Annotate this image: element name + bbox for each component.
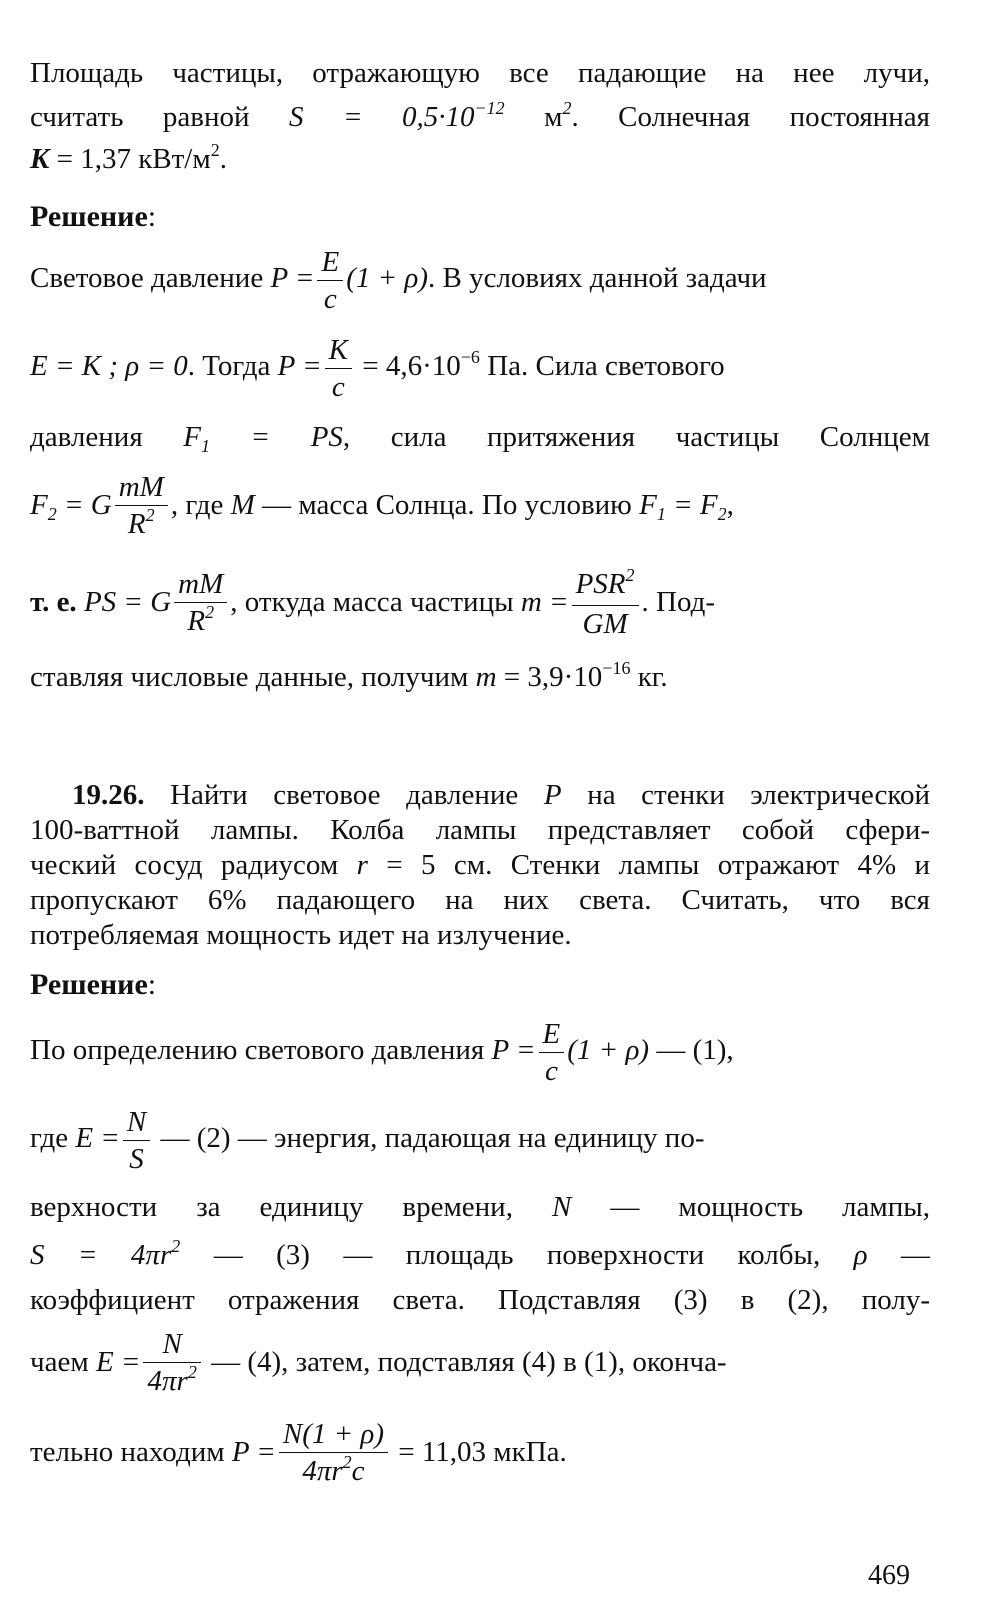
numerator: E bbox=[542, 1017, 561, 1050]
text: , откуда масса частицы bbox=[230, 586, 514, 618]
problem-line-4 bbox=[30, 883, 930, 917]
unit: м bbox=[504, 101, 563, 133]
text: ческий сосуд радиусом bbox=[30, 849, 339, 881]
text: т. е. bbox=[30, 586, 77, 618]
formula: (1 + ρ) bbox=[346, 262, 428, 294]
text: ставляя числовые данные, получим bbox=[30, 661, 469, 693]
text: , bbox=[726, 489, 734, 521]
text: — (2) — энергия, падающая на единицу по- bbox=[153, 1122, 705, 1154]
sol2-line-5 bbox=[30, 1283, 930, 1317]
sol2-line-2 bbox=[30, 1098, 930, 1178]
sol1-line-2 bbox=[30, 326, 930, 406]
value: = 3,9·10 bbox=[496, 661, 603, 693]
denominator: c bbox=[539, 1052, 565, 1089]
formula: E = bbox=[95, 1346, 141, 1378]
text: — bbox=[901, 1239, 931, 1271]
formula: P = bbox=[231, 1436, 276, 1468]
exponent: 2 bbox=[171, 1236, 181, 1256]
numerator: mM bbox=[118, 471, 164, 504]
formula: m bbox=[475, 661, 497, 693]
value: = 4,6·10 bbox=[355, 350, 461, 382]
sol2-line-7 bbox=[30, 1412, 930, 1492]
problem-line-1 bbox=[72, 778, 930, 812]
numerator: N(1 + ρ) bbox=[282, 1418, 385, 1451]
sol1-line-6 bbox=[30, 660, 930, 697]
formula: = G bbox=[56, 489, 112, 521]
text: Световое давление bbox=[30, 262, 264, 294]
formula: P = bbox=[491, 1034, 536, 1066]
text: — (4), затем, подставляя (4) в (1), оконча- bbox=[203, 1346, 727, 1378]
text: : bbox=[147, 968, 157, 1001]
exponent: 2 bbox=[205, 602, 215, 623]
sol2-line-3 bbox=[30, 1190, 930, 1224]
formula: M bbox=[230, 489, 255, 521]
denominator bbox=[279, 1452, 388, 1492]
formula: E = bbox=[75, 1122, 120, 1154]
formula: F bbox=[30, 489, 48, 521]
formula: (1 + ρ) bbox=[567, 1034, 650, 1066]
problem-line-5 bbox=[30, 918, 930, 952]
formula: P = bbox=[270, 262, 315, 294]
value: = 1,37 кВт/м bbox=[49, 143, 211, 175]
formula: F bbox=[183, 421, 201, 453]
exponent: −12 bbox=[474, 98, 505, 118]
text: 100-ваттной лампы. Колба лампы представляет собой сфери- bbox=[30, 814, 930, 846]
exponent: −16 bbox=[602, 658, 631, 678]
formula: = PS bbox=[209, 421, 343, 453]
text: Решение bbox=[30, 200, 148, 233]
numerator: N bbox=[126, 1105, 147, 1138]
den-text: R bbox=[187, 605, 206, 638]
text: коэффициент отражения света. Подставляя (3) в (2), полу- bbox=[30, 1284, 930, 1316]
subscript: 2 bbox=[717, 504, 727, 524]
text: потребляемая мощность идет на излучение. bbox=[30, 919, 572, 951]
subscript: 2 bbox=[47, 504, 57, 524]
text: Па. Сила светового bbox=[479, 350, 725, 382]
formula-area bbox=[30, 489, 112, 524]
fraction bbox=[115, 469, 168, 545]
exponent: 2 bbox=[187, 1362, 197, 1383]
problem-line-3 bbox=[30, 848, 930, 882]
text: . Под- bbox=[641, 586, 716, 618]
text: чаем bbox=[30, 1346, 89, 1378]
numerator: E bbox=[321, 245, 340, 278]
fraction bbox=[279, 1416, 388, 1492]
text: Найти световое давление bbox=[170, 779, 519, 811]
intro-line-3 bbox=[30, 142, 930, 179]
sol2-line-6 bbox=[30, 1322, 930, 1402]
denominator: c bbox=[317, 280, 343, 317]
value: = 5 см bbox=[367, 849, 486, 881]
sol2-line-1 bbox=[30, 1010, 930, 1090]
formula-area bbox=[30, 1236, 181, 1271]
formula: N bbox=[551, 1191, 572, 1223]
text: , сила притяжения частицы Солнцем bbox=[342, 421, 930, 453]
text: Решение bbox=[30, 968, 148, 1001]
formula: ρ bbox=[853, 1239, 868, 1271]
formula: P bbox=[543, 779, 562, 811]
sol1-line-3 bbox=[30, 420, 930, 457]
text: . В условиях данной задачи bbox=[428, 262, 767, 294]
text: тельно находим bbox=[30, 1436, 225, 1468]
formula: PS = G bbox=[83, 586, 172, 618]
denominator: S bbox=[123, 1140, 150, 1177]
denominator bbox=[143, 1362, 200, 1402]
denominator bbox=[174, 602, 227, 642]
sol1-line-1 bbox=[30, 238, 930, 318]
exponent: 2 bbox=[342, 1452, 352, 1473]
text: : bbox=[147, 200, 157, 233]
formula: = F bbox=[665, 489, 718, 521]
formula-area bbox=[288, 98, 572, 133]
fraction bbox=[317, 244, 343, 317]
intro-line-2 bbox=[30, 100, 930, 137]
den-text: 4πr bbox=[302, 1455, 343, 1488]
page-number: 469 bbox=[868, 1560, 910, 1591]
numerator bbox=[572, 566, 639, 605]
var: K bbox=[30, 143, 50, 175]
denominator bbox=[115, 505, 168, 545]
fraction bbox=[174, 566, 227, 642]
text: давления bbox=[30, 421, 143, 453]
den-text: c bbox=[351, 1455, 365, 1488]
exponent: −6 bbox=[460, 347, 480, 367]
sol1-line-4 bbox=[30, 465, 930, 545]
numerator: mM bbox=[178, 568, 224, 601]
text: — мощность лампы, bbox=[610, 1191, 931, 1223]
text: . bbox=[219, 143, 227, 175]
problem-number: 19.26. bbox=[72, 779, 145, 811]
text: на стенки электрической bbox=[587, 779, 931, 811]
denominator: GM bbox=[572, 605, 639, 642]
formula: S = 4πr bbox=[30, 1239, 172, 1271]
formula-area bbox=[183, 421, 343, 456]
text: пропускают 6% падающего на них света. Считать, что вся bbox=[30, 884, 930, 916]
text: — (3) — площадь поверхности колбы, bbox=[213, 1239, 821, 1271]
intro-line-1 bbox=[30, 56, 930, 90]
text: считать равной bbox=[30, 101, 250, 133]
formula: E = K ; ρ = 0 bbox=[30, 350, 188, 382]
solution-heading-1 bbox=[30, 200, 156, 234]
text: . Солнечная постоянная bbox=[571, 101, 931, 133]
fraction bbox=[572, 566, 639, 642]
fraction bbox=[539, 1016, 565, 1089]
text: Площадь частицы, отражающую все падающие на нее лучи, bbox=[30, 57, 930, 89]
numerator: N bbox=[162, 1328, 182, 1361]
exponent: 2 bbox=[145, 505, 155, 526]
fraction bbox=[325, 332, 352, 405]
formula-area bbox=[639, 489, 727, 524]
text: где bbox=[30, 1122, 69, 1154]
subscript: 1 bbox=[200, 436, 210, 456]
text: кг. bbox=[630, 661, 668, 693]
solution-heading-2 bbox=[30, 968, 156, 1002]
formula: F bbox=[639, 489, 657, 521]
sol2-line-4 bbox=[30, 1238, 930, 1275]
denominator: c bbox=[325, 368, 352, 405]
text: . Стенки лампы отражают 4% и bbox=[485, 849, 931, 881]
fraction bbox=[123, 1104, 150, 1177]
sol1-line-5 bbox=[30, 562, 930, 642]
text: — (1), bbox=[649, 1034, 734, 1066]
text: По определению светового давления bbox=[30, 1034, 485, 1066]
formula: S = 0,5·10 bbox=[288, 101, 475, 133]
exponent: 2 bbox=[625, 565, 635, 586]
problem-line-2 bbox=[30, 813, 930, 847]
text: . Тогда bbox=[187, 350, 271, 382]
formula-area bbox=[357, 849, 485, 881]
den-text: R bbox=[127, 508, 146, 541]
text: верхности за единицу времени, bbox=[30, 1191, 513, 1223]
text: — масса Солнца. По условию bbox=[262, 489, 632, 521]
formula: r bbox=[356, 849, 368, 881]
text: , где bbox=[170, 489, 224, 521]
numerator: K bbox=[328, 333, 349, 366]
exponent: 2 bbox=[210, 140, 220, 160]
exponent: 2 bbox=[562, 98, 572, 118]
value: = 11,03 мкПа. bbox=[391, 1436, 567, 1468]
formula: P = bbox=[277, 350, 322, 382]
den-text: 4πr bbox=[147, 1365, 188, 1398]
subscript: 1 bbox=[656, 504, 666, 524]
num-text: PSR bbox=[575, 568, 626, 601]
fraction bbox=[143, 1326, 200, 1402]
formula: m = bbox=[520, 586, 569, 618]
